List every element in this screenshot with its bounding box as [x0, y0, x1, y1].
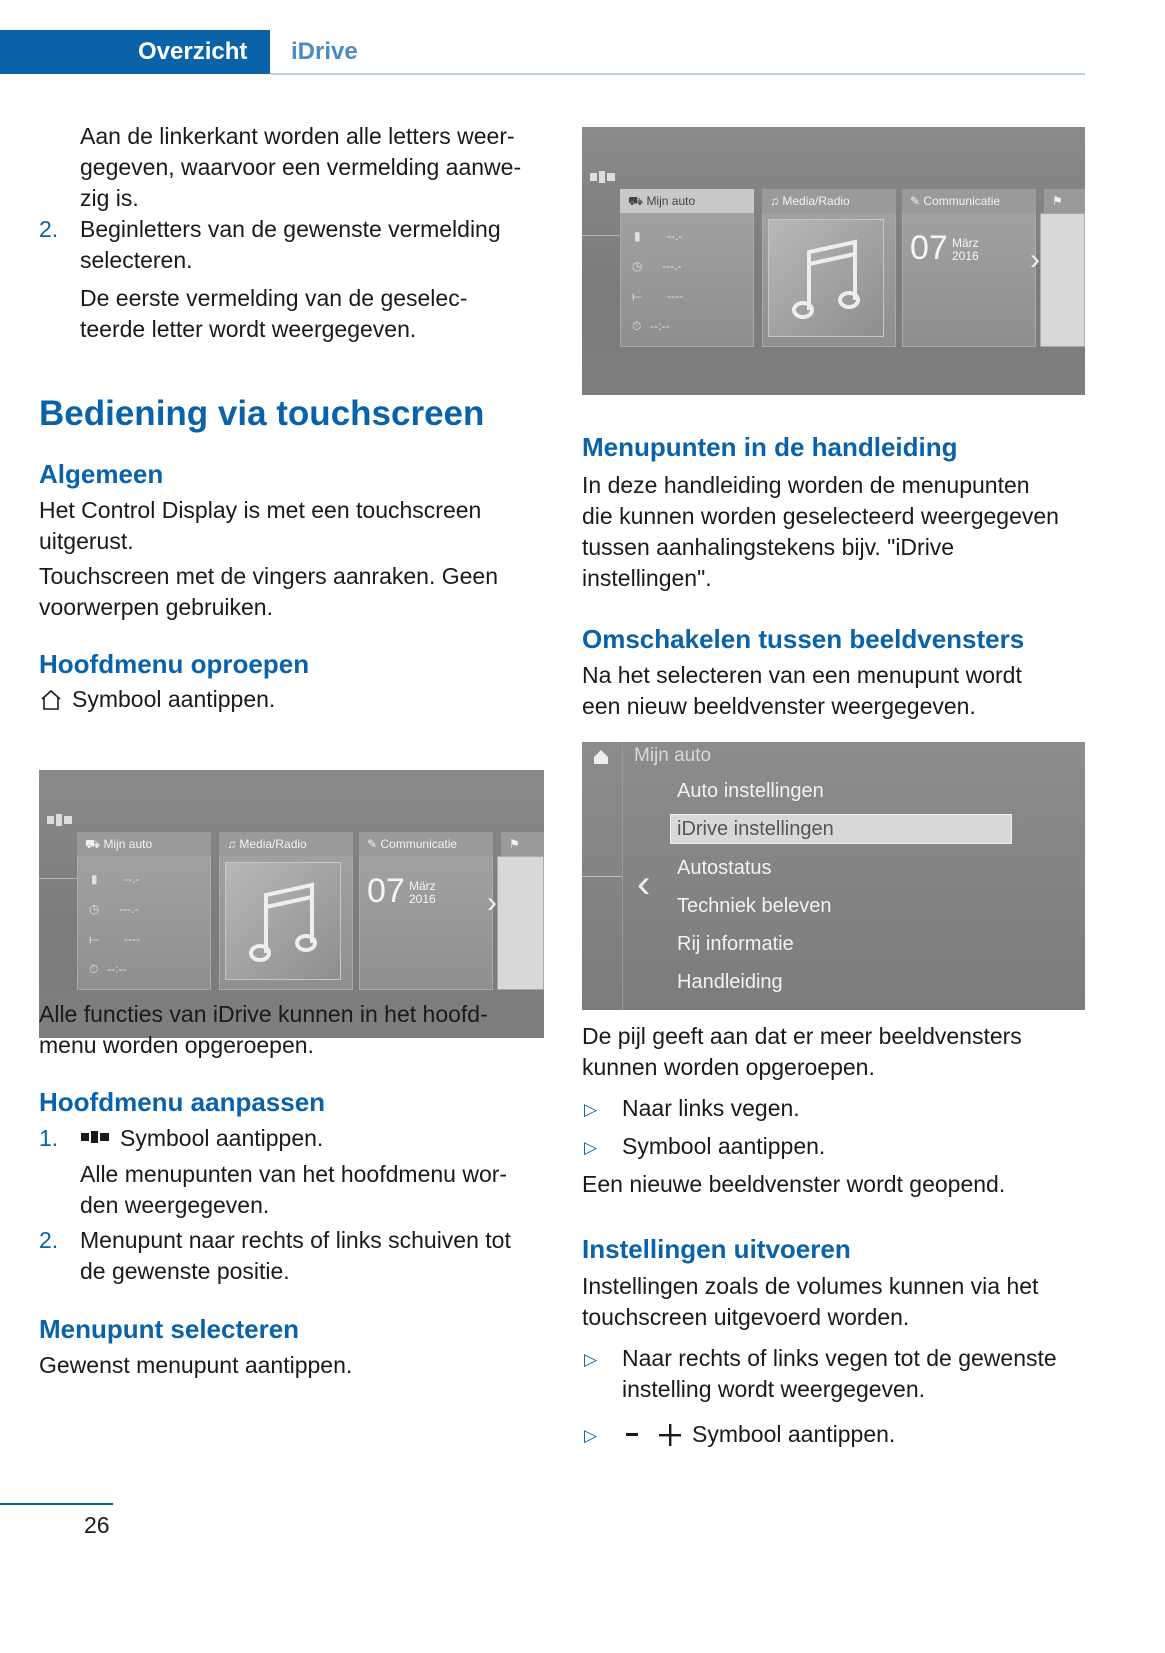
distance-icon-2: ⟝ — [632, 289, 642, 303]
tab-media-radio-2-label: Media/Radio — [782, 194, 850, 208]
chevron-right-icon-2[interactable]: › — [1030, 243, 1040, 276]
tab-mijn-auto-2-label: Mijn auto — [646, 194, 696, 208]
tab-mijn-auto-2: ⛟ Mijn auto — [620, 189, 754, 213]
main-menu-screenshot — [39, 770, 544, 1038]
menu-item-idrive-instellingen[interactable]: iDrive instellingen — [670, 814, 1012, 844]
page-title: Bediening via touchscreen — [39, 394, 485, 433]
section-heading-instellingen: Instellingen uitvoeren — [582, 1234, 851, 1264]
section-heading-hoofdmenu-aanpassen: Hoofdmenu aanpassen — [39, 1087, 326, 1117]
selecteren-paragraph: Gewenst menupunt aantippen. — [39, 1352, 353, 1378]
intro-continuation: Aan de linkerkant worden alle letters weer- gegeven, waarvoor een vermelding aanwe- zig is. — [80, 123, 522, 211]
tab-media-radio-label: Media/Radio — [239, 837, 307, 851]
menu-item-rij-informatie[interactable]: Rij informatie — [677, 933, 794, 955]
algemeen-paragraph-2: Touchscreen met de vingers aanraken. Geen voorwerpen gebruiken. — [39, 563, 498, 620]
header-section-title: Overzicht — [138, 38, 248, 65]
bullet-triangle-icon: ▷ — [584, 1138, 598, 1157]
main-menu-customize-icon — [46, 813, 74, 827]
bullet-triangle-icon: ▷ — [584, 1350, 598, 1369]
row-fuel-value-2: --.- — [667, 229, 683, 243]
aanpassen-step-2-number: 2. — [39, 1227, 59, 1253]
screen-line-2 — [582, 235, 620, 236]
chevron-left-icon[interactable]: ‹ — [637, 862, 651, 906]
row-fuel-value: --.- — [124, 872, 140, 886]
aanpassen-step-1-text: Symbool aantippen. — [120, 1125, 324, 1151]
main-menu-customize-icon-2 — [589, 170, 617, 184]
submenu-screenshot — [582, 742, 1085, 1010]
music-note-icon-2 — [768, 219, 884, 337]
timer-icon: ⏱ — [89, 962, 99, 976]
hoofdmenu-description: Alle functies van iDrive kunnen in het hoofd- menu worden opgeroepen. — [39, 1001, 488, 1058]
omschakelen-paragraph: Na het selecteren van een menupunt wordt een nieuw beeldvenster weergegeven. — [582, 662, 1022, 719]
pijl-paragraph: De pijl geeft aan dat er meer beeldvensters kunnen worden opgeroepen. — [582, 1023, 1022, 1080]
header-divider — [270, 73, 1085, 75]
clock-icon: ◷ — [89, 902, 100, 916]
section-heading-menupunten: Menupunten in de handleiding — [582, 432, 958, 462]
plus-icon — [658, 1423, 682, 1447]
row-time-value-2: --:-- — [650, 319, 670, 333]
tab-communicatie-2-label: Communicatie — [923, 194, 1001, 208]
music-note-icon — [225, 862, 341, 980]
nieuw-beeldvenster-paragraph: Een nieuwe beeldvenster wordt geopend. — [582, 1171, 1006, 1197]
instellingen-paragraph: Instellingen zoals de volumes kunnen via het touchscreen uitgevoerd worden. — [582, 1273, 1039, 1330]
chevron-right-icon[interactable]: › — [487, 886, 497, 919]
main-menu-screenshot-2 — [582, 127, 1085, 395]
calendar-month: März — [409, 879, 436, 893]
tab-media-radio-2: ♫ Media/Radio — [762, 189, 896, 213]
home-icon — [39, 688, 63, 712]
section-heading-menupunt-selecteren: Menupunt selecteren — [39, 1314, 300, 1344]
tab-next-partial: ⚑ — [501, 832, 544, 856]
timer-icon-2: ⏱ — [632, 319, 642, 333]
row-distance-value: ---- — [124, 932, 140, 946]
tab-communicatie-label: Communicatie — [380, 837, 458, 851]
menu-side-line — [582, 876, 622, 877]
row-time-value: --:-- — [107, 962, 127, 976]
row-speed-value: ---.- — [119, 902, 139, 916]
menu-item-autostatus[interactable]: Autostatus — [677, 857, 772, 879]
page-number: 26 — [84, 1512, 110, 1538]
tab-communicatie-2: ✎ Communicatie — [902, 189, 1036, 213]
step-2-number: 2. — [39, 216, 59, 242]
bullet-symbool-aantippen: Symbool aantippen. — [622, 1133, 826, 1159]
menu-item-auto-instellingen[interactable]: Auto instellingen — [677, 780, 824, 802]
section-heading-hoofdmenu-oproepen: Hoofdmenu oproepen — [39, 649, 310, 679]
row-distance-value-2: ---- — [667, 289, 683, 303]
minus-icon — [624, 1427, 640, 1443]
calendar-month-2: März — [952, 236, 979, 250]
aanpassen-step-1-result: Alle menupunten van het hoofdmenu wor- den weergegeven. — [80, 1161, 508, 1218]
hoofdmenu-instruction: Symbool aantippen. — [72, 686, 276, 712]
algemeen-paragraph-1: Het Control Display is met een touchscreen uitgerust. — [39, 497, 482, 554]
bullet-naar-rechts-of-links-vegen: Naar rechts of links vegen tot de gewenste instelling wordt weergegeven. — [622, 1345, 1057, 1402]
menupunten-paragraph: In deze handleiding worden de menupunten die kunnen worden geselecteerd weergegeven tussen aanhalingstekens bijv. "iDrive instellingen". — [582, 472, 1059, 591]
footer-divider — [0, 1503, 113, 1505]
section-heading-omschakelen: Omschakelen tussen beeldvensters — [582, 624, 1025, 654]
tab-communicatie: ✎ Communicatie — [359, 832, 493, 856]
tab-mijn-auto-label: Mijn auto — [103, 837, 153, 851]
bullet-triangle-icon: ▷ — [584, 1426, 598, 1445]
customize-menu-icon — [80, 1129, 110, 1145]
bullet-triangle-icon: ▷ — [584, 1100, 598, 1119]
aanpassen-step-2-text: Menupunt naar rechts of links schuiven tot de gewenste positie. — [80, 1227, 511, 1284]
tile-next-partial-2 — [1040, 213, 1085, 347]
home-icon-screen — [592, 748, 610, 766]
aanpassen-step-1-number: 1. — [39, 1125, 59, 1151]
calendar-year-2: 2016 — [952, 249, 979, 263]
fuel-icon: ▮ — [91, 872, 98, 886]
tab-next-partial-2: ⚑ — [1044, 189, 1085, 213]
bullet-plus-minus-aantippen: Symbool aantippen. — [692, 1421, 896, 1447]
bullet-naar-links-vegen: Naar links vegen. — [622, 1095, 800, 1121]
step-2-result: De eerste vermelding van de geselec- teerde letter wordt weergegeven. — [80, 285, 468, 342]
tab-media-radio: ♫ Media/Radio — [219, 832, 353, 856]
header-chapter-title: iDrive — [291, 38, 358, 65]
tab-mijn-auto: ⛟ Mijn auto — [77, 832, 211, 856]
submenu-title: Mijn auto — [634, 745, 712, 766]
menu-item-handleiding[interactable]: Handleiding — [677, 971, 783, 993]
calendar-day-2: 07 — [910, 229, 948, 267]
section-heading-algemeen: Algemeen — [39, 459, 164, 489]
menu-side-divider — [622, 742, 623, 1010]
calendar-day: 07 — [367, 872, 405, 910]
menu-item-techniek-beleven[interactable]: Techniek beleven — [677, 895, 832, 917]
row-speed-value-2: ---.- — [662, 259, 682, 273]
screen-line — [39, 878, 77, 879]
distance-icon: ⟝ — [89, 932, 99, 946]
calendar-year: 2016 — [409, 892, 436, 906]
step-2-text: Beginletters van de gewenste vermelding selecteren. — [80, 216, 501, 273]
fuel-icon-2: ▮ — [634, 229, 641, 243]
tile-next-partial — [497, 856, 544, 990]
clock-icon-2: ◷ — [632, 259, 643, 273]
